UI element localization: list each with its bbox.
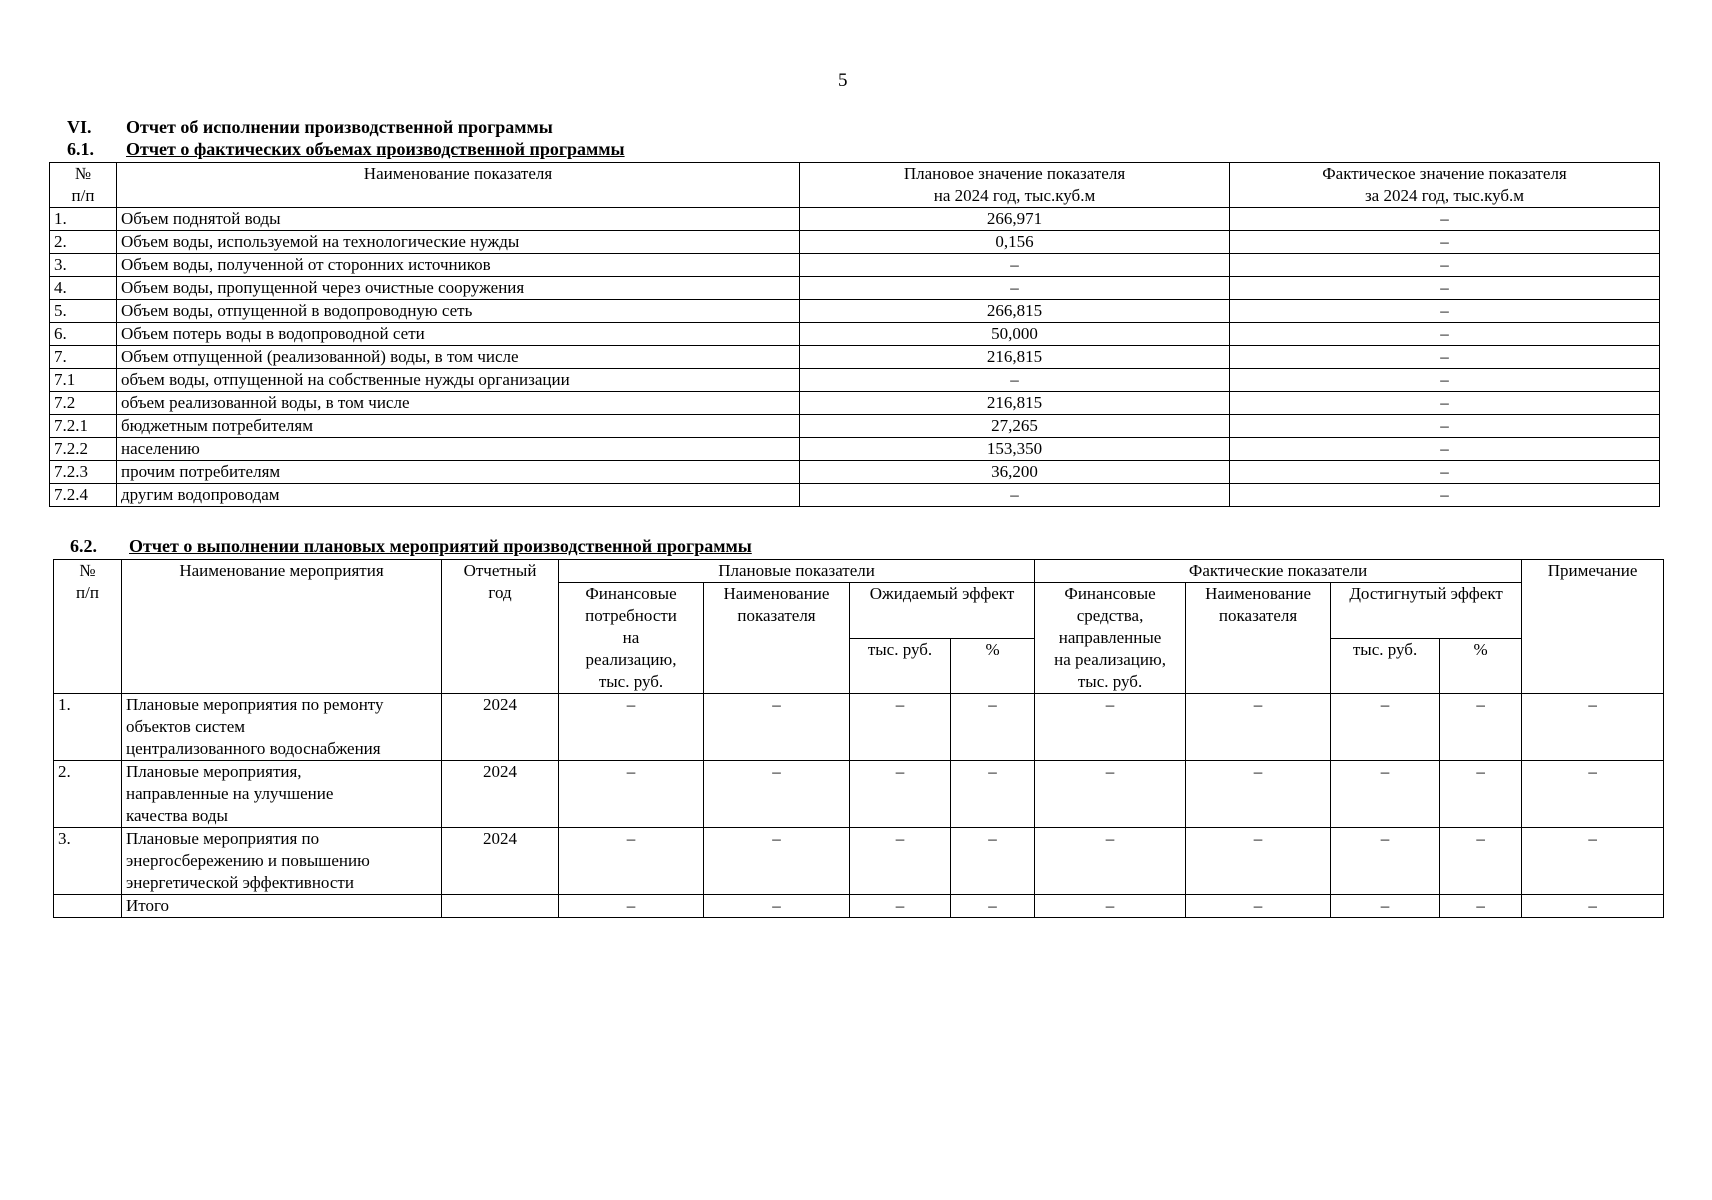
row-number: 7.1 xyxy=(50,369,117,392)
table-row xyxy=(50,323,1660,346)
table-row xyxy=(50,392,1660,415)
total-row xyxy=(54,895,1664,918)
empty-value-cell: – xyxy=(951,694,1035,761)
table-row xyxy=(54,694,1664,761)
indicator-name: бюджетным потребителям xyxy=(117,415,800,438)
fact-indicators-header: Фактические показатели xyxy=(1035,560,1522,583)
table-row xyxy=(50,231,1660,254)
table-row xyxy=(50,438,1660,461)
indicator-name: Объем потерь воды в водопроводной сети xyxy=(117,323,800,346)
fact-value: – xyxy=(1230,415,1660,438)
empty-value-cell: – xyxy=(559,895,704,918)
section-number: 6.2. xyxy=(70,536,97,556)
empty-value-cell: – xyxy=(951,761,1035,828)
section-62-heading xyxy=(70,536,752,557)
plan-indicators-header: Плановые показатели xyxy=(559,560,1035,583)
section-number: 6.1. xyxy=(67,139,94,159)
row-number xyxy=(54,895,122,918)
col-name-header: Наименование показателя xyxy=(117,163,800,208)
expected-rub-header: тыс. руб. xyxy=(850,638,951,694)
report-year: 2024 xyxy=(442,761,559,828)
empty-value-cell: – xyxy=(1440,694,1522,761)
col-activity-header: Наименование мероприятия xyxy=(122,560,442,694)
indicator-name: Объем воды, пропущенной через очистные сооружения xyxy=(117,277,800,300)
plan-indicator-name-header: Наименование показателя xyxy=(704,583,850,694)
table-row xyxy=(50,484,1660,507)
fact-value: – xyxy=(1230,392,1660,415)
col-number-header: № п/п xyxy=(54,560,122,694)
plan-value: 216,815 xyxy=(800,346,1230,369)
col-number-header: № п/п xyxy=(50,163,117,208)
indicator-name: объем реализованной воды, в том числе xyxy=(117,392,800,415)
empty-value-cell: – xyxy=(1035,828,1186,895)
activity-name: Плановые мероприятия по энергосбережению и повышению энергетической эффективности xyxy=(122,828,442,895)
empty-value-cell: – xyxy=(704,895,850,918)
fact-value: – xyxy=(1230,484,1660,507)
empty-value-cell: – xyxy=(1522,828,1664,895)
table-header-row xyxy=(50,163,1660,208)
fact-indicator-name-header: Наименование показателя xyxy=(1186,583,1331,694)
activity-name: Плановые мероприятия, направленные на улучшение качества воды xyxy=(122,761,442,828)
row-number: 4. xyxy=(50,277,117,300)
row-number: 5. xyxy=(50,300,117,323)
plan-value: 266,971 xyxy=(800,208,1230,231)
plan-value: – xyxy=(800,277,1230,300)
row-number: 3. xyxy=(54,828,122,895)
fact-value: – xyxy=(1230,438,1660,461)
table-row xyxy=(50,277,1660,300)
row-number: 2. xyxy=(50,231,117,254)
plan-value: 36,200 xyxy=(800,461,1230,484)
row-number: 6. xyxy=(50,323,117,346)
empty-value-cell: – xyxy=(1440,895,1522,918)
plan-value: – xyxy=(800,369,1230,392)
table-row xyxy=(54,828,1664,895)
col-note-header: Примечание xyxy=(1522,560,1664,694)
report-year: 2024 xyxy=(442,828,559,895)
col-fact-header: Фактическое значение показателя за 2024 год, тыс.куб.м xyxy=(1230,163,1660,208)
activity-name: Плановые мероприятия по ремонту объектов систем централизованного водоснабжения xyxy=(122,694,442,761)
empty-value-cell: – xyxy=(850,761,951,828)
fact-value: – xyxy=(1230,231,1660,254)
empty-value-cell: – xyxy=(1035,895,1186,918)
row-number: 7.2.4 xyxy=(50,484,117,507)
plan-value: 153,350 xyxy=(800,438,1230,461)
table-row xyxy=(50,461,1660,484)
plan-value: 266,815 xyxy=(800,300,1230,323)
fact-value: – xyxy=(1230,323,1660,346)
empty-value-cell: – xyxy=(1522,895,1664,918)
empty-value-cell: – xyxy=(704,694,850,761)
empty-value-cell: – xyxy=(1331,828,1440,895)
empty-value-cell: – xyxy=(1331,694,1440,761)
plan-value: 50,000 xyxy=(800,323,1230,346)
empty-value-cell: – xyxy=(1035,761,1186,828)
empty-value-cell: – xyxy=(951,895,1035,918)
empty-value-cell: – xyxy=(559,761,704,828)
section-vi-heading xyxy=(67,117,553,138)
table-row xyxy=(50,254,1660,277)
empty-value-cell: – xyxy=(559,828,704,895)
empty-value-cell: – xyxy=(1186,694,1331,761)
section-title: Отчет о фактических объемах производственной программы xyxy=(126,139,625,159)
indicator-name: Объем воды, отпущенной в водопроводную сеть xyxy=(117,300,800,323)
row-number: 3. xyxy=(50,254,117,277)
fact-value: – xyxy=(1230,346,1660,369)
plan-finance-header: Финансовые потребности на реализацию, тыс. руб. xyxy=(559,583,704,694)
table-row xyxy=(50,346,1660,369)
empty-value-cell: – xyxy=(1440,761,1522,828)
indicator-name: прочим потребителям xyxy=(117,461,800,484)
page-number: 5 xyxy=(838,70,848,91)
fact-value: – xyxy=(1230,369,1660,392)
col-year-header: Отчетный год xyxy=(442,560,559,694)
production-volumes-table xyxy=(49,162,1660,507)
empty-value-cell: – xyxy=(1186,828,1331,895)
empty-value-cell: – xyxy=(1186,895,1331,918)
table-row xyxy=(50,300,1660,323)
empty-value-cell: – xyxy=(1186,761,1331,828)
plan-value: 216,815 xyxy=(800,392,1230,415)
section-number: VI. xyxy=(67,117,92,137)
expected-effect-header: Ожидаемый эффект xyxy=(850,583,1035,639)
indicator-name: объем воды, отпущенной на собственные нужды организации xyxy=(117,369,800,392)
empty-value-cell: – xyxy=(1522,761,1664,828)
table-row xyxy=(54,761,1664,828)
empty-value-cell: – xyxy=(559,694,704,761)
empty-value-cell: – xyxy=(1440,828,1522,895)
plan-value: 0,156 xyxy=(800,231,1230,254)
empty-value-cell: – xyxy=(850,895,951,918)
table-row xyxy=(50,208,1660,231)
row-number: 1. xyxy=(54,694,122,761)
section-title: Отчет об исполнении производственной программы xyxy=(126,117,553,137)
expected-pct-header: % xyxy=(951,638,1035,694)
row-number: 7.2.1 xyxy=(50,415,117,438)
empty-value-cell: – xyxy=(704,761,850,828)
empty-value-cell: – xyxy=(1331,761,1440,828)
achieved-effect-header: Достигнутый эффект xyxy=(1331,583,1522,639)
empty-value-cell: – xyxy=(951,828,1035,895)
plan-value: – xyxy=(800,484,1230,507)
indicator-name: населению xyxy=(117,438,800,461)
row-number: 1. xyxy=(50,208,117,231)
empty-value-cell: – xyxy=(850,828,951,895)
row-number: 7.2.2 xyxy=(50,438,117,461)
achieved-rub-header: тыс. руб. xyxy=(1331,638,1440,694)
report-year xyxy=(442,895,559,918)
fact-value: – xyxy=(1230,254,1660,277)
empty-value-cell: – xyxy=(850,694,951,761)
indicator-name: Объем отпущенной (реализованной) воды, в том числе xyxy=(117,346,800,369)
empty-value-cell: – xyxy=(704,828,850,895)
col-plan-header: Плановое значение показателя на 2024 год, тыс.куб.м xyxy=(800,163,1230,208)
fact-value: – xyxy=(1230,300,1660,323)
table-row xyxy=(50,415,1660,438)
row-number: 7.2 xyxy=(50,392,117,415)
empty-value-cell: – xyxy=(1522,694,1664,761)
section-title: Отчет о выполнении плановых мероприятий производственной программы xyxy=(129,536,752,556)
row-number: 2. xyxy=(54,761,122,828)
section-61-heading xyxy=(67,139,625,160)
table-row xyxy=(50,369,1660,392)
fact-value: – xyxy=(1230,461,1660,484)
plan-value: 27,265 xyxy=(800,415,1230,438)
row-number: 7.2.3 xyxy=(50,461,117,484)
indicator-name: другим водопроводам xyxy=(117,484,800,507)
fact-value: – xyxy=(1230,277,1660,300)
total-label: Итого xyxy=(122,895,442,918)
empty-value-cell: – xyxy=(1035,694,1186,761)
empty-value-cell: – xyxy=(1331,895,1440,918)
indicator-name: Объем воды, полученной от сторонних источников xyxy=(117,254,800,277)
report-year: 2024 xyxy=(442,694,559,761)
fact-value: – xyxy=(1230,208,1660,231)
indicator-name: Объем поднятой воды xyxy=(117,208,800,231)
indicator-name: Объем воды, используемой на технологические нужды xyxy=(117,231,800,254)
row-number: 7. xyxy=(50,346,117,369)
planned-activities-table xyxy=(53,559,1664,918)
plan-value: – xyxy=(800,254,1230,277)
table-header-row xyxy=(54,560,1664,583)
fact-finance-header: Финансовые средства, направленные на реализацию, тыс. руб. xyxy=(1035,583,1186,694)
achieved-pct-header: % xyxy=(1440,638,1522,694)
